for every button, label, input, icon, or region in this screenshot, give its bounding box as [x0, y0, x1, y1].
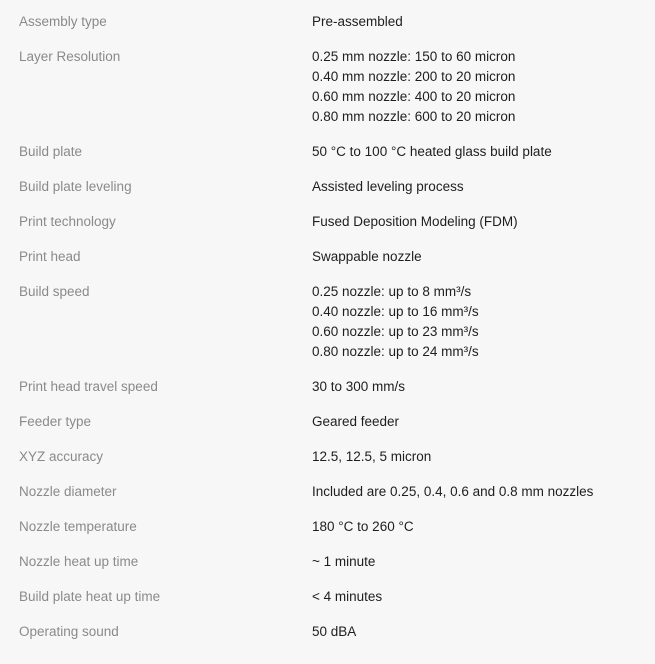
spec-label: Build plate heat up time	[19, 589, 161, 604]
spec-value	[312, 622, 655, 642]
spec-row-nozzle-diameter	[0, 482, 655, 517]
spec-value	[312, 12, 655, 32]
spec-value-line: 50 °C to 100 °C heated glass build plate	[312, 144, 552, 159]
spec-value-line: Assisted leveling process	[312, 179, 464, 194]
spec-label: Layer Resolution	[19, 49, 121, 64]
spec-value-line: 30 to 300 mm/s	[312, 379, 406, 394]
spec-row-build-plate-heat-up-time	[0, 587, 655, 622]
spec-value	[312, 412, 655, 432]
spec-value-line: ~ 1 minute	[312, 554, 376, 569]
spec-value	[312, 447, 655, 467]
spec-value	[312, 142, 655, 162]
spec-label: Feeder type	[19, 414, 92, 429]
spec-label: Print head travel speed	[19, 379, 158, 394]
spec-value-line: Swappable nozzle	[312, 249, 422, 264]
spec-value	[312, 587, 655, 607]
spec-row-build-speed	[0, 282, 655, 377]
spec-label: Nozzle heat up time	[19, 554, 139, 569]
spec-value	[312, 212, 655, 232]
spec-label: XYZ accuracy	[19, 449, 104, 464]
spec-value-line: 0.40 nozzle: up to 16 mm³/s	[312, 304, 479, 319]
spec-value	[312, 552, 655, 572]
spec-value-line: 0.25 nozzle: up to 8 mm³/s	[312, 284, 472, 299]
spec-label: Print technology	[19, 214, 116, 229]
spec-label: Assembly type	[19, 14, 107, 29]
spec-row-assembly-type	[0, 12, 655, 47]
spec-label: Nozzle diameter	[19, 484, 117, 499]
spec-label: Print head	[19, 249, 81, 264]
spec-row-nozzle-temperature	[0, 517, 655, 552]
spec-value-line: 0.80 nozzle: up to 24 mm³/s	[312, 344, 479, 359]
spec-label: Build plate	[19, 144, 83, 159]
spec-value	[312, 482, 655, 502]
spec-value-line: < 4 minutes	[312, 589, 383, 604]
spec-value-line: Geared feeder	[312, 414, 400, 429]
spec-value-line: 50 dBA	[312, 624, 357, 639]
spec-row-print-head	[0, 247, 655, 282]
spec-value	[312, 517, 655, 537]
spec-value-line: 0.25 mm nozzle: 150 to 60 micron	[312, 49, 516, 64]
spec-value-line: 12.5, 12.5, 5 micron	[312, 449, 432, 464]
spec-label: Nozzle temperature	[19, 519, 137, 534]
spec-row-feeder-type	[0, 412, 655, 447]
spec-row-print-technology	[0, 212, 655, 247]
spec-value	[312, 247, 655, 267]
spec-value-line: Included are 0.25, 0.4, 0.6 and 0.8 mm nozzles	[312, 484, 594, 499]
spec-value-line: Fused Deposition Modeling (FDM)	[312, 214, 518, 229]
spec-value-line: 180 °C to 260 °C	[312, 519, 414, 534]
spec-label: Build plate leveling	[19, 179, 132, 194]
spec-value	[312, 377, 655, 397]
spec-label: Operating sound	[19, 624, 119, 639]
spec-value	[312, 177, 655, 197]
spec-value-line: Pre-assembled	[312, 14, 403, 29]
spec-row-operating-sound	[0, 622, 655, 657]
spec-row-build-plate-leveling	[0, 177, 655, 212]
spec-row-print-head-travel-speed	[0, 377, 655, 412]
spec-row-layer-resolution	[0, 47, 655, 142]
spec-value-line: 0.40 mm nozzle: 200 to 20 micron	[312, 69, 516, 84]
spec-row-nozzle-heat-up-time	[0, 552, 655, 587]
spec-label: Build speed	[19, 284, 90, 299]
spec-row-xyz-accuracy	[0, 447, 655, 482]
spec-value-line: 0.60 nozzle: up to 23 mm³/s	[312, 324, 479, 339]
spec-value	[312, 282, 655, 362]
spec-value-line: 0.60 mm nozzle: 400 to 20 micron	[312, 89, 516, 104]
spec-value-line: 0.80 mm nozzle: 600 to 20 micron	[312, 109, 516, 124]
spec-row-build-plate	[0, 142, 655, 177]
spec-value	[312, 47, 655, 127]
